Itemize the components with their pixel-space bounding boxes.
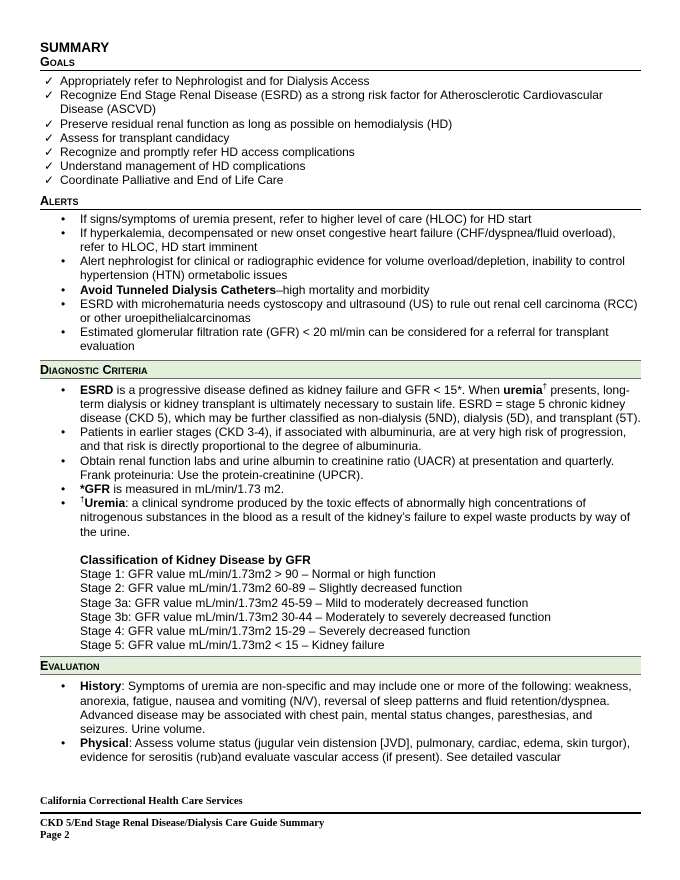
diagnostic-criteria-heading: Diagnostic Criteria (40, 360, 641, 379)
list-item (40, 496, 641, 539)
bullet-icon: • (61, 453, 66, 468)
alert-text: If hyperkalemia, decompensated or new onset congestive heart failure (CHF/dyspnea/fluid overload), refer to HLOC, HD start imminent (80, 225, 616, 255)
goal-text: Recognize End Stage Renal Disease (ESRD) as a strong risk factor for Atherosclerotic Cardiovascular Disease (ASCVD) (60, 88, 603, 117)
footer-org: California Correctional Health Care Services (40, 796, 641, 814)
bullet-icon: • (61, 225, 66, 240)
diagnostic-text: : a clinical syndrome produced by the toxic effects of abnormally high concentrations of nitrogenous substances in the blood as a result of the kidney’s failure to expel waste products by way of the urine. (80, 496, 631, 539)
history-term: History (80, 679, 122, 694)
list-item (40, 283, 641, 297)
list-item (40, 297, 641, 325)
alert-text: Alert nephrologist for clinical or radiographic evidence for volume overload/depletion, inability to control hypertension (HTN) ormetabolic issues (80, 254, 625, 283)
list-item (40, 173, 641, 187)
bullet-icon: • (61, 296, 66, 311)
bullet-icon: • (61, 382, 66, 397)
alerts-heading: Alerts (40, 194, 641, 210)
list-item (40, 454, 641, 482)
goal-text: Assess for transplant candidacy (60, 130, 230, 145)
stage-line: Stage 1: GFR value mL/min/1.73m2 > 90 – Normal or high function (80, 567, 436, 582)
footer-doc-title: CKD 5/End Stage Renal Disease/Dialysis Care Guide Summary (40, 817, 325, 829)
dagger-mark: † (80, 495, 85, 505)
list-item (40, 482, 641, 496)
list-item (40, 117, 641, 131)
gfr-classification (40, 553, 641, 652)
alert-text: ESRD with microhematuria needs cystoscopy and ultrasound (US) to rule out renal cell carcinoma (RCC) or other uroepithelialcarcinomas (80, 296, 638, 326)
stage-line: Stage 2: GFR value mL/min/1.73m2 60-89 – Slightly decreased function (80, 581, 463, 596)
list-item (40, 88, 641, 116)
checkmark-icon: ✓ (44, 173, 55, 188)
bullet-icon: • (61, 325, 66, 340)
checkmark-icon: ✓ (44, 159, 55, 174)
stage-line: Stage 3b: GFR value mL/min/1.73m2 30-44 – Moderately to severely decreased function (80, 609, 551, 624)
checkmark-icon: ✓ (44, 88, 55, 103)
footer-page-number: Page 2 (40, 830, 70, 841)
list-item (40, 679, 641, 736)
bullet-icon: • (61, 679, 66, 694)
checkmark-icon: ✓ (44, 130, 55, 145)
alerts-list (40, 212, 641, 354)
list-item (40, 736, 641, 764)
alert-bold-text: Avoid Tunneled Dialysis Catheters (80, 282, 277, 297)
physical-term: Physical (80, 736, 129, 751)
bullet-icon: • (61, 425, 66, 440)
goal-text: Preserve residual renal function as long as possible on hemodialysis (HD) (60, 116, 453, 131)
stage-line: Stage 4: GFR value mL/min/1.73m2 15-29 – Severely decreased function (80, 623, 471, 638)
list-item (40, 254, 641, 282)
alert-text: –high mortality and morbidity (276, 282, 430, 297)
list-item (40, 425, 641, 453)
bullet-icon: • (61, 254, 66, 269)
goal-text: Understand management of HD complications (60, 159, 306, 174)
diagnostic-text: Patients in earlier stages (CKD 3-4), if associated with albuminuria, are at very high risk of progression, and that risk is directly proportional to the degree of albuminuria. (80, 425, 627, 454)
bullet-icon: • (61, 736, 66, 751)
list-item (40, 145, 641, 159)
gfr-term: *GFR (80, 482, 110, 497)
classification-title: Classification of Kidney Disease by GFR (80, 552, 311, 567)
list-item (40, 226, 641, 254)
list-item (40, 383, 641, 426)
checkmark-icon: ✓ (44, 145, 55, 160)
bullet-icon: • (61, 282, 66, 297)
stage-line: Stage 3a: GFR value mL/min/1.73m2 45-59 – Mild to moderately decreased function (80, 595, 529, 610)
diagnostic-text: Obtain renal function labs and urine albumin to creatinine ratio (UACR) at presentation and quarterly. Frank proteinuria: Use the protein-creatinine (UPCR). (80, 453, 615, 482)
page-footer (40, 796, 641, 843)
uremia-term: Uremia (84, 496, 126, 511)
checkmark-icon: ✓ (44, 74, 55, 88)
summary-title: SUMMARY (40, 40, 110, 55)
list-item (40, 212, 641, 226)
list-item (40, 159, 641, 173)
goal-text: Coordinate Palliative and End of Life Care (60, 173, 284, 188)
alert-text: Estimated glomerular filtration rate (GFR) < 20 ml/min can be considered for a referral for transplant evaluation (80, 325, 609, 354)
list-item (40, 74, 641, 88)
bullet-icon: • (61, 496, 66, 511)
stage-line: Stage 5: GFR value mL/min/1.73m2 < 15 – Kidney failure (80, 638, 385, 653)
alert-text: If signs/symptoms of uremia present, refer to higher level of care (HLOC) for HD start (80, 211, 532, 226)
goals-list (40, 74, 641, 188)
uremia-term: uremia (503, 382, 543, 397)
checkmark-icon: ✓ (44, 116, 55, 131)
esrd-text: is a progressive disease defined as kidney failure and GFR < 15*. When (113, 382, 504, 397)
dagger-mark: † (542, 381, 548, 391)
goal-text: Appropriately refer to Nephrologist and for Dialysis Access (60, 74, 370, 88)
list-item (40, 325, 641, 353)
evaluation-list (40, 679, 641, 764)
diagnostic-list (40, 383, 641, 539)
evaluation-heading: Evaluation (40, 656, 641, 675)
goal-text: Recognize and promptly refer HD access complications (60, 145, 355, 160)
goals-heading: Goals (40, 55, 641, 71)
document-page (40, 40, 641, 765)
bullet-icon: • (61, 482, 66, 497)
esrd-term: ESRD (80, 382, 114, 397)
evaluation-text: : Assess volume status (jugular vein distension [JVD], pulmonary, cardiac, edema, skin turgor), evidence for serositis (rub)and evaluate vascular access (if present). See detailed vascular (80, 736, 631, 765)
esrd-text: presents, long-term dialysis or kidney transplant is ultimately necessary to sustain life. ESRD = stage 5 chronic kidney disease (CKD 5), which may be further classified as non-dialysis (5ND), dialysis (5D), and transplant (5T). (80, 382, 641, 426)
diagnostic-text: is measured in mL/min/1.73 m2. (110, 482, 285, 497)
evaluation-text: : Symptoms of uremia are non-specific and may include one or more of the following: weakness, anorexia, fatigue, nausea and vomiting (N/V), reversal of sleep patterns and fluid retention/dyspnea. Advanced disease may be associated with chest pain, mental status changes, paresthesias, and seizures. Urine volume. (80, 679, 632, 736)
bullet-icon: • (61, 211, 66, 226)
list-item (40, 131, 641, 145)
